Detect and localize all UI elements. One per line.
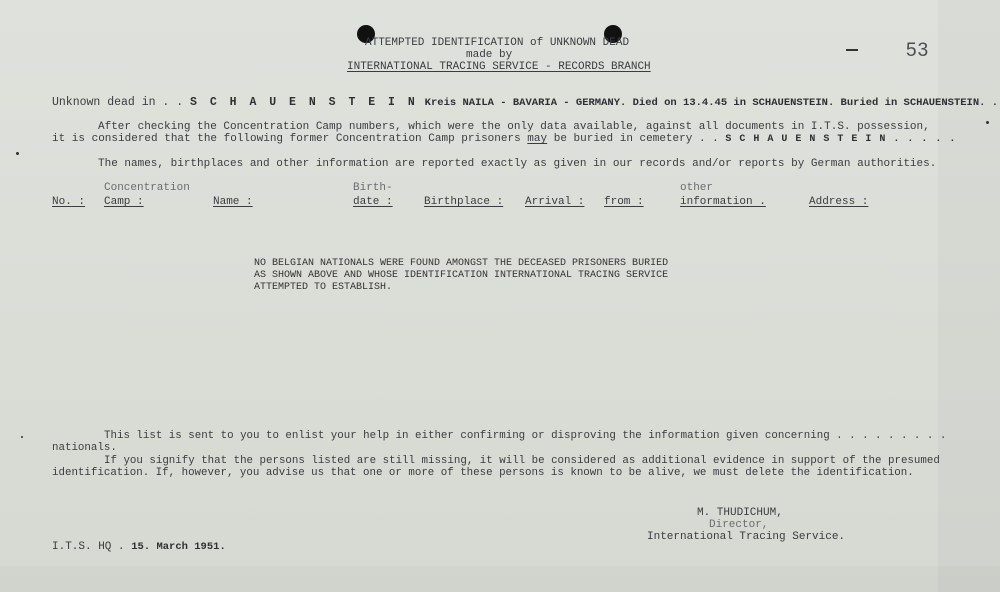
col-camp-top: Concentration [104, 182, 190, 194]
notice-line2: AS SHOWN ABOVE AND WHOSE IDENTIFICATION INTERNATIONAL TRACING SERVICE [254, 270, 669, 281]
header-made-by: made by [466, 49, 513, 61]
paper-bottom-shadow [0, 566, 1000, 592]
col-information: information . [680, 196, 766, 208]
document-number: 53 [906, 40, 930, 61]
para1-line1: After checking the Concentration Camp numbers, which were the only data available, against all documents in I.T.S. possession, [98, 121, 930, 133]
signer-organisation: International Tracing Service. [647, 531, 846, 543]
footer-missing-line1: If you signify that the persons listed are still missing, it will be considered as additional evidence in support of the presumed [104, 455, 940, 467]
signer-name: M. THUDICHUM, [697, 507, 783, 519]
col-name: Name : [213, 196, 253, 208]
scan-mark [986, 121, 989, 124]
header-title: ATTEMPTED IDENTIFICATION of UNKNOWN DEAD [365, 37, 630, 49]
date-prefix: I.T.S. HQ . [52, 541, 125, 553]
intro-prefix: Unknown dead in . . [52, 96, 184, 109]
col-birth-top: Birth- [353, 182, 393, 194]
paper-edge-shadow [938, 0, 1000, 592]
date-value: 15. March 1951. [131, 541, 226, 553]
col-other-top: other [680, 182, 714, 194]
col-address: Address : [809, 196, 869, 208]
para1-may: may [527, 133, 548, 145]
margin-mark [846, 49, 858, 51]
para1-line2-end: be buried in cemetery . . [553, 133, 719, 145]
col-arrival: Arrival : [525, 196, 585, 208]
notice-line1: NO BELGIAN NATIONALS WERE FOUND AMONGST THE DECEASED PRISONERS BURIED [254, 258, 669, 269]
para1-line2-start: it is considered that the following former Concentration Camp prisoners [52, 133, 521, 145]
col-no: No. : [52, 196, 86, 208]
col-camp: Camp : [104, 196, 144, 208]
header-organisation: INTERNATIONAL TRACING SERVICE - RECORDS BRANCH [347, 61, 651, 73]
col-from: from : [604, 196, 644, 208]
col-birthplace: Birthplace : [424, 196, 504, 208]
intro-detail: Kreis NAILA - BAVARIA - GERMANY. Died on 13.4.45 in SCHAUENSTEIN. Buried in SCHAUENSTEIN. . [424, 97, 999, 109]
intro-line [52, 96, 998, 110]
footer-list-line2: nationals. [52, 442, 117, 454]
footer-list-line1: This list is sent to you to enlist your help in either confirming or disproving the information given concerning . . . . . . . . . [104, 430, 947, 442]
col-birthdate: date : [353, 196, 393, 208]
intro-location: S C H A U E N S T E I N [190, 96, 418, 109]
scan-mark [21, 436, 23, 438]
para1-cemetery: S C H A U E N S T E I N . . . . . [725, 134, 957, 145]
footer-missing-line2: identification. If, however, you advise us that one or more of these persons is known to be alive, we must delete the identification. [52, 467, 914, 479]
notice-line3: ATTEMPTED TO ESTABLISH. [254, 282, 393, 293]
signer-title: Director, [709, 519, 769, 531]
scan-mark [16, 152, 19, 155]
date-line [52, 541, 226, 554]
para1-line2 [52, 133, 956, 146]
para2: The names, birthplaces and other information are reported exactly as given in our records and/or reports by German authorities. [98, 158, 937, 170]
